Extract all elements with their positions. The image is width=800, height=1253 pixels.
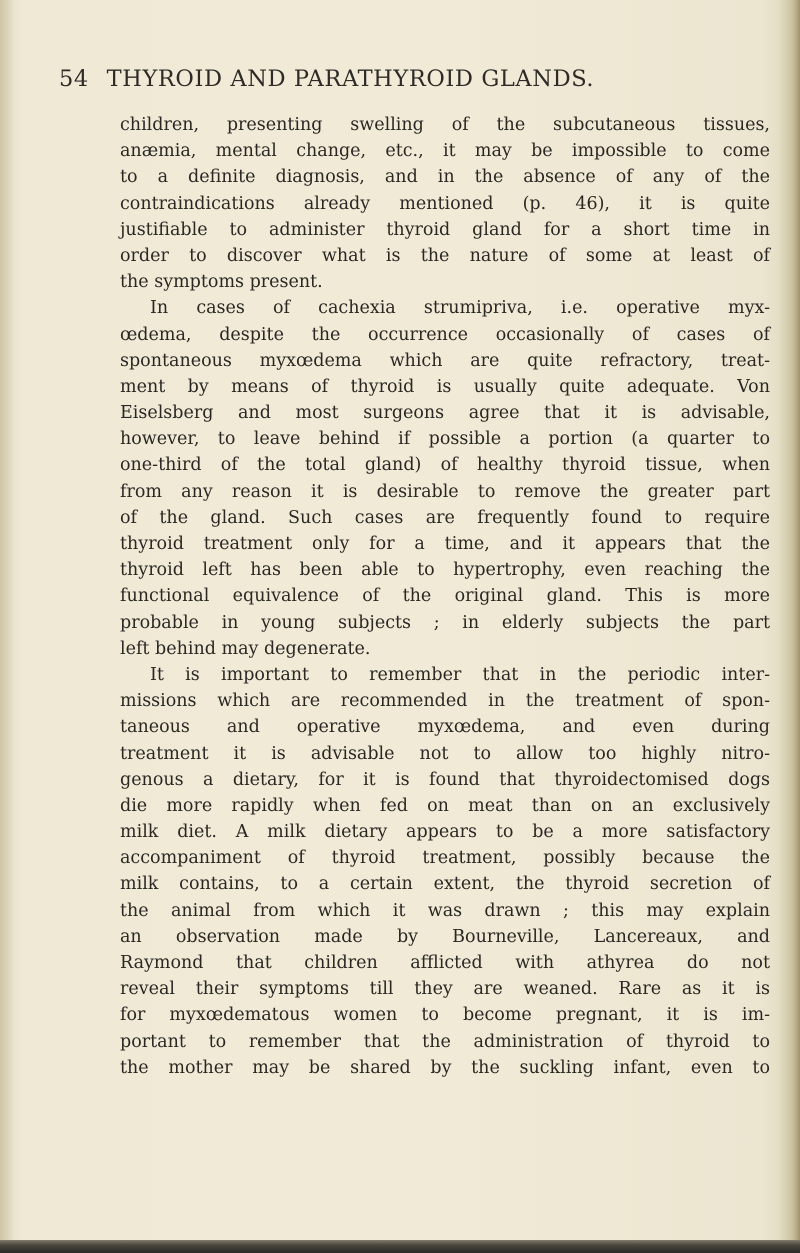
text-line: spontaneous myxœdema which are quite refractory, treat- bbox=[120, 350, 770, 371]
page-gutter-shadow bbox=[0, 0, 14, 1253]
text-line: treatment it is advisable not to allow too highly nitro- bbox=[120, 743, 770, 764]
text-line: left behind may degenerate. bbox=[120, 638, 371, 659]
running-header bbox=[59, 65, 699, 93]
text-line: functional equivalence of the original gland. This is more bbox=[120, 586, 770, 607]
text-line: children, presenting swelling of the subcutaneous tissues, bbox=[120, 115, 770, 135]
text-line: It is important to remember that in the periodic inter- bbox=[150, 664, 770, 685]
text-line: œdema, despite the occurrence occasionally of cases of bbox=[120, 324, 770, 345]
text-line: genous a dietary, for it is found that thyroidectomised dogs bbox=[120, 769, 770, 790]
text-line: anæmia, mental change, etc., it may be impossible to come bbox=[120, 141, 770, 162]
text-line: justifiable to administer thyroid gland for a short time in bbox=[120, 219, 770, 240]
text-line: probable in young subjects ; in elderly subjects the part bbox=[120, 612, 770, 633]
text-line: however, to leave behind if possible a portion (a quarter to bbox=[120, 429, 770, 450]
text-line: of the gland. Such cases are frequently found to require bbox=[120, 507, 770, 528]
text-line: for myxœdematous women to become pregnant, it is im- bbox=[120, 1005, 770, 1026]
text-line: thyroid treatment only for a time, and it appears that the bbox=[120, 534, 770, 554]
running-title: THYROID AND PARATHYROID GLANDS. bbox=[106, 66, 595, 92]
text-line: an observation made by Bourneville, Lancereaux, and bbox=[120, 926, 770, 947]
text-line: order to discover what is the nature of some at least of bbox=[120, 245, 770, 266]
text-line: accompaniment of thyroid treatment, possibly because the bbox=[120, 848, 770, 869]
text-line: missions which are recommended in the treatment of spon- bbox=[120, 691, 770, 712]
body-text bbox=[120, 112, 770, 1081]
text-line: milk contains, to a certain extent, the thyroid secretion of bbox=[120, 874, 770, 895]
text-line: to a definite diagnosis, and in the absence of any of the bbox=[120, 167, 770, 188]
text-line: one-third of the total gland) of healthy thyroid tissue, when bbox=[120, 455, 770, 476]
page-number: 54 bbox=[59, 66, 89, 92]
page-right-edge bbox=[778, 0, 800, 1253]
text-line: reveal their symptoms till they are weaned. Rare as it is bbox=[120, 979, 770, 1000]
text-line: die more rapidly when fed on meat than on an exclusively bbox=[120, 795, 770, 816]
page-bottom-edge bbox=[0, 1240, 800, 1253]
text-line: thyroid left has been able to hypertrophy, even reaching the bbox=[120, 560, 770, 581]
text-line: ment by means of thyroid is usually quite adequate. Von bbox=[120, 376, 770, 397]
text-line: Raymond that children afflicted with athyrea do not bbox=[120, 953, 770, 973]
text-line: the symptoms present. bbox=[120, 272, 323, 293]
text-line: Eiselsberg and most surgeons agree that it is advisable, bbox=[120, 403, 770, 424]
text-line: contraindications already mentioned (p. 46), it is quite bbox=[120, 193, 770, 214]
text-line: taneous and operative myxœdema, and even during bbox=[120, 717, 770, 738]
text-line: portant to remember that the administration of thyroid to bbox=[120, 1031, 770, 1052]
text-line: In cases of cachexia strumipriva, i.e. operative myx- bbox=[150, 298, 770, 319]
text-line: the animal from which it was drawn ; this may explain bbox=[120, 900, 770, 921]
text-line: milk diet. A milk dietary appears to be a more satisfactory bbox=[120, 822, 770, 843]
text-line: the mother may be shared by the suckling infant, even to bbox=[120, 1057, 770, 1078]
text-line: from any reason it is desirable to remove the greater part bbox=[120, 481, 770, 502]
